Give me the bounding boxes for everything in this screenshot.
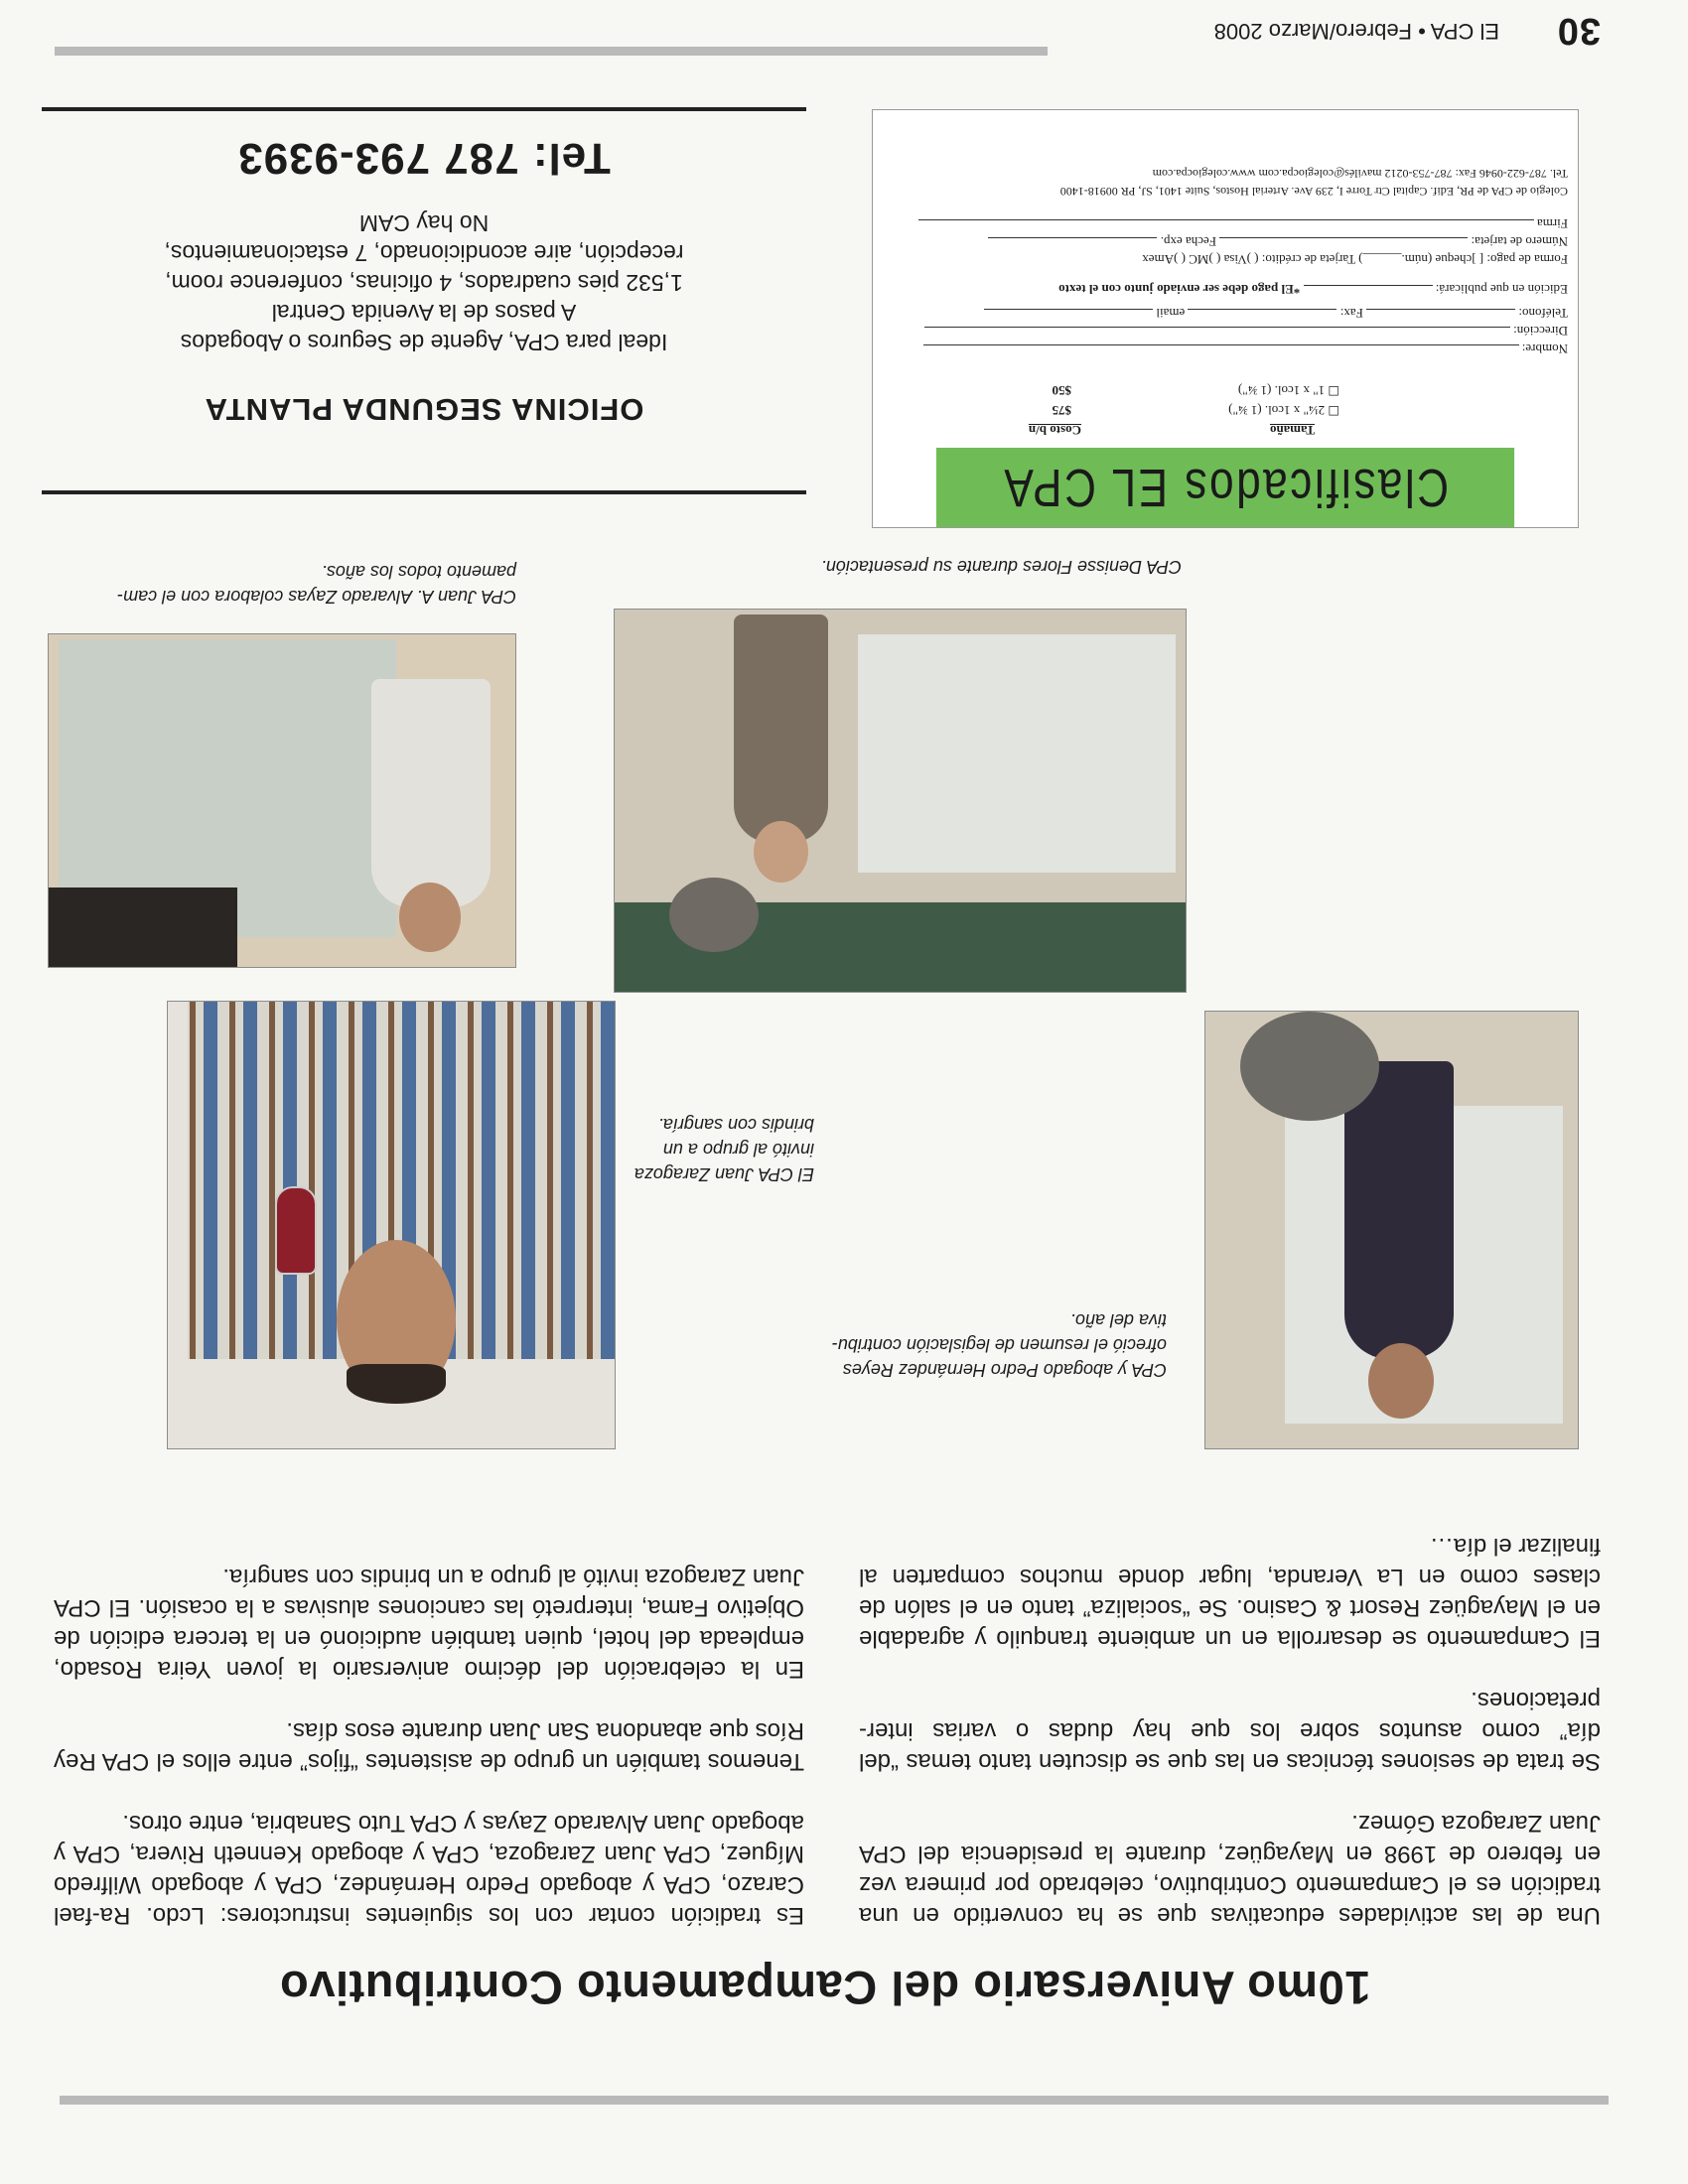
office-ad-line: Ideal para CPA, Agente de Seguros o Abogados: [180, 330, 668, 355]
caption-flores: CPA Denisse Flores durante su presentación.: [820, 557, 1182, 577]
presenter-head: [754, 821, 808, 883]
classified-ad-box: [872, 109, 1579, 528]
ad-col-size: Tamaño: [1269, 423, 1315, 438]
article-paragraph: En la celebración del décimo aniversario la joven Yeira Rosado, empleada del hotel, quien también audicionó en la tercera edición de Objetivo Fama, interpretó las canciones alusivas a la ocasión. El CPA Juan Zaragoza invitó al grupo a un brindis con sangría.: [54, 1564, 804, 1683]
photo-pedro-hernandez: [1204, 1011, 1579, 1449]
ad-field-firma[interactable]: Firma: [883, 215, 1568, 231]
caption-alvarado: CPA Juan A. Alvarado Zayas colabora con el cam-pamento todos los años.: [117, 562, 516, 607]
presenter-figure: [1344, 1061, 1454, 1359]
photo-juan-zaragoza: [167, 1001, 616, 1449]
ad-option-2[interactable]: [1151, 382, 1339, 398]
dark-foreground: [49, 887, 237, 967]
caption-hernandez: CPA y abogado Pedro Hernández Reyes ofreció el resumen de legislación contribu-tiva del año.: [831, 1310, 1167, 1380]
office-ad-description: [42, 208, 806, 357]
person-hair: [347, 1364, 446, 1404]
article-paragraph: Una de las actividades educativas que se ha convertido en una tradición es el Campamento Contributivo, celebrado por primera vez en febrero de 1998 en Mayagüez, durante la presidencia del CPA Juan Zaragoza Gómez.: [859, 1810, 1601, 1929]
page-number: 30: [1556, 10, 1601, 52]
office-ad-tel[interactable]: Tel: 787 793-9393: [237, 134, 611, 183]
audience-head: [669, 878, 759, 952]
projection-screen: [858, 634, 1176, 873]
office-ad-line: recepción, aire acondicionado, 7 estacionamientos,: [164, 240, 684, 266]
article-paragraph: Es tradición contar con los siguientes instructores: Lcdo. Ra-fael Carazo, CPA y abogado Pedro Hernández, CPA y abogado Wilfredo Míguez, CPA Juan Zaragoza, CPA y abogado Kenneth Rivera, CPA y abogado Juan Alvarado Zayas y CPA Tuto Sanabria, entre otros.: [54, 1810, 804, 1929]
classified-ad-banner: Clasificados EL CPA: [936, 448, 1514, 527]
ad-footer-address: Colegio de CPA de PR, Edif. Capital Ctr Torre I, 239 Ave. Arterial Hostos, Suite 1401, SJ, PR 00918-1400: [1059, 185, 1568, 199]
article-title: 10mo Aniversario del Campamento Contributivo: [279, 1962, 1371, 2014]
ad-option-1[interactable]: [1151, 402, 1339, 418]
ad-field-direccion[interactable]: Dirección:: [883, 323, 1568, 339]
article-column-left: [859, 1500, 1601, 1931]
ad-field-numero[interactable]: Número de tarjeta: Fecha exp.: [883, 233, 1568, 249]
ad-field-nombre[interactable]: Nombre:: [883, 341, 1568, 356]
office-ad-line: 1,532 pies cuadrados, 4 oficinas, conference room,: [165, 270, 683, 296]
ad-forma-pago[interactable]: Forma de pago: [ ]cheque (núm.______) Tarjeta de crédito: ( )Visa ( )MC ( )Amex: [1142, 252, 1568, 267]
presenter-figure: [371, 679, 491, 907]
office-ad-bottom-rule: [42, 490, 806, 494]
office-ad-line: No hay CAM: [358, 210, 490, 236]
running-head: El CPA • Febrero/Marzo 2008: [1213, 19, 1499, 44]
ad-option-2-checkbox[interactable]: ☐: [1325, 383, 1339, 398]
ad-payment-note: *El pago debe ser enviado junto con el texto: [1058, 282, 1301, 297]
office-ad-line: A pasos de la Avenida Central: [271, 300, 577, 326]
presenter-figure: [734, 614, 828, 843]
photo-denisse-flores: [614, 609, 1187, 993]
audience-head: [1240, 1012, 1379, 1121]
article-paragraph: Se trata de sesiones técnicas en las que se discuten tanto temas “del día” como asuntos sobre los que hay dudas o varias inter-pretaciones.: [859, 1687, 1601, 1775]
office-ad-title: OFICINA SEGUNDA PLANTA: [204, 392, 644, 427]
ad-option-1-price: $75: [1052, 403, 1071, 418]
article-paragraph: Tenemos también un grupo de asistentes “fijos” entre ellos el CPA Rey Ríos que abandona San Juan durante esos días.: [54, 1717, 804, 1775]
ad-field-telefono[interactable]: Teléfono: Fax: email: [883, 305, 1568, 321]
sangria-glass: [275, 1186, 317, 1275]
footer-rule: [60, 2096, 1609, 2105]
ad-option-1-checkbox[interactable]: ☐: [1325, 403, 1339, 418]
office-ad-top-rule: [42, 107, 806, 111]
ad-field-edicion[interactable]: Edición en que publicará: *El pago debe ser enviado junto con el texto: [1058, 282, 1568, 297]
caption-zaragoza: El CPA Juan Zaragoza invitó al grupo a un brindis con sangría.: [633, 1115, 814, 1184]
header-rule: [55, 47, 1048, 56]
ad-footer-contact: Tel. 787-622-0946 Fax: 787-753-0212 mavilés@colegiocpa.com www.colegiocpa.com: [1152, 167, 1568, 181]
ad-col-cost: Costo b/n: [1028, 423, 1081, 438]
photo-juan-alvarado: [48, 633, 516, 968]
article-paragraph: El Campamento se desarrolla en un ambiente tranquilo y agradable en el Mayagüez Resort & Casino. Se “socializa” tanto en el salón de clases como en La Veranda, lugar donde muchos comparten al finalizar el día…: [859, 1533, 1601, 1652]
article-column-right: [54, 1531, 804, 1931]
ad-option-2-size: 1" x 1col. (1 ¾"): [1237, 383, 1326, 398]
presenter-head: [1368, 1343, 1434, 1419]
presenter-head: [399, 883, 461, 952]
ad-option-1-size: 2¼" x 1col. (1 ¾"): [1228, 403, 1326, 418]
ad-option-2-price: $50: [1052, 383, 1071, 398]
